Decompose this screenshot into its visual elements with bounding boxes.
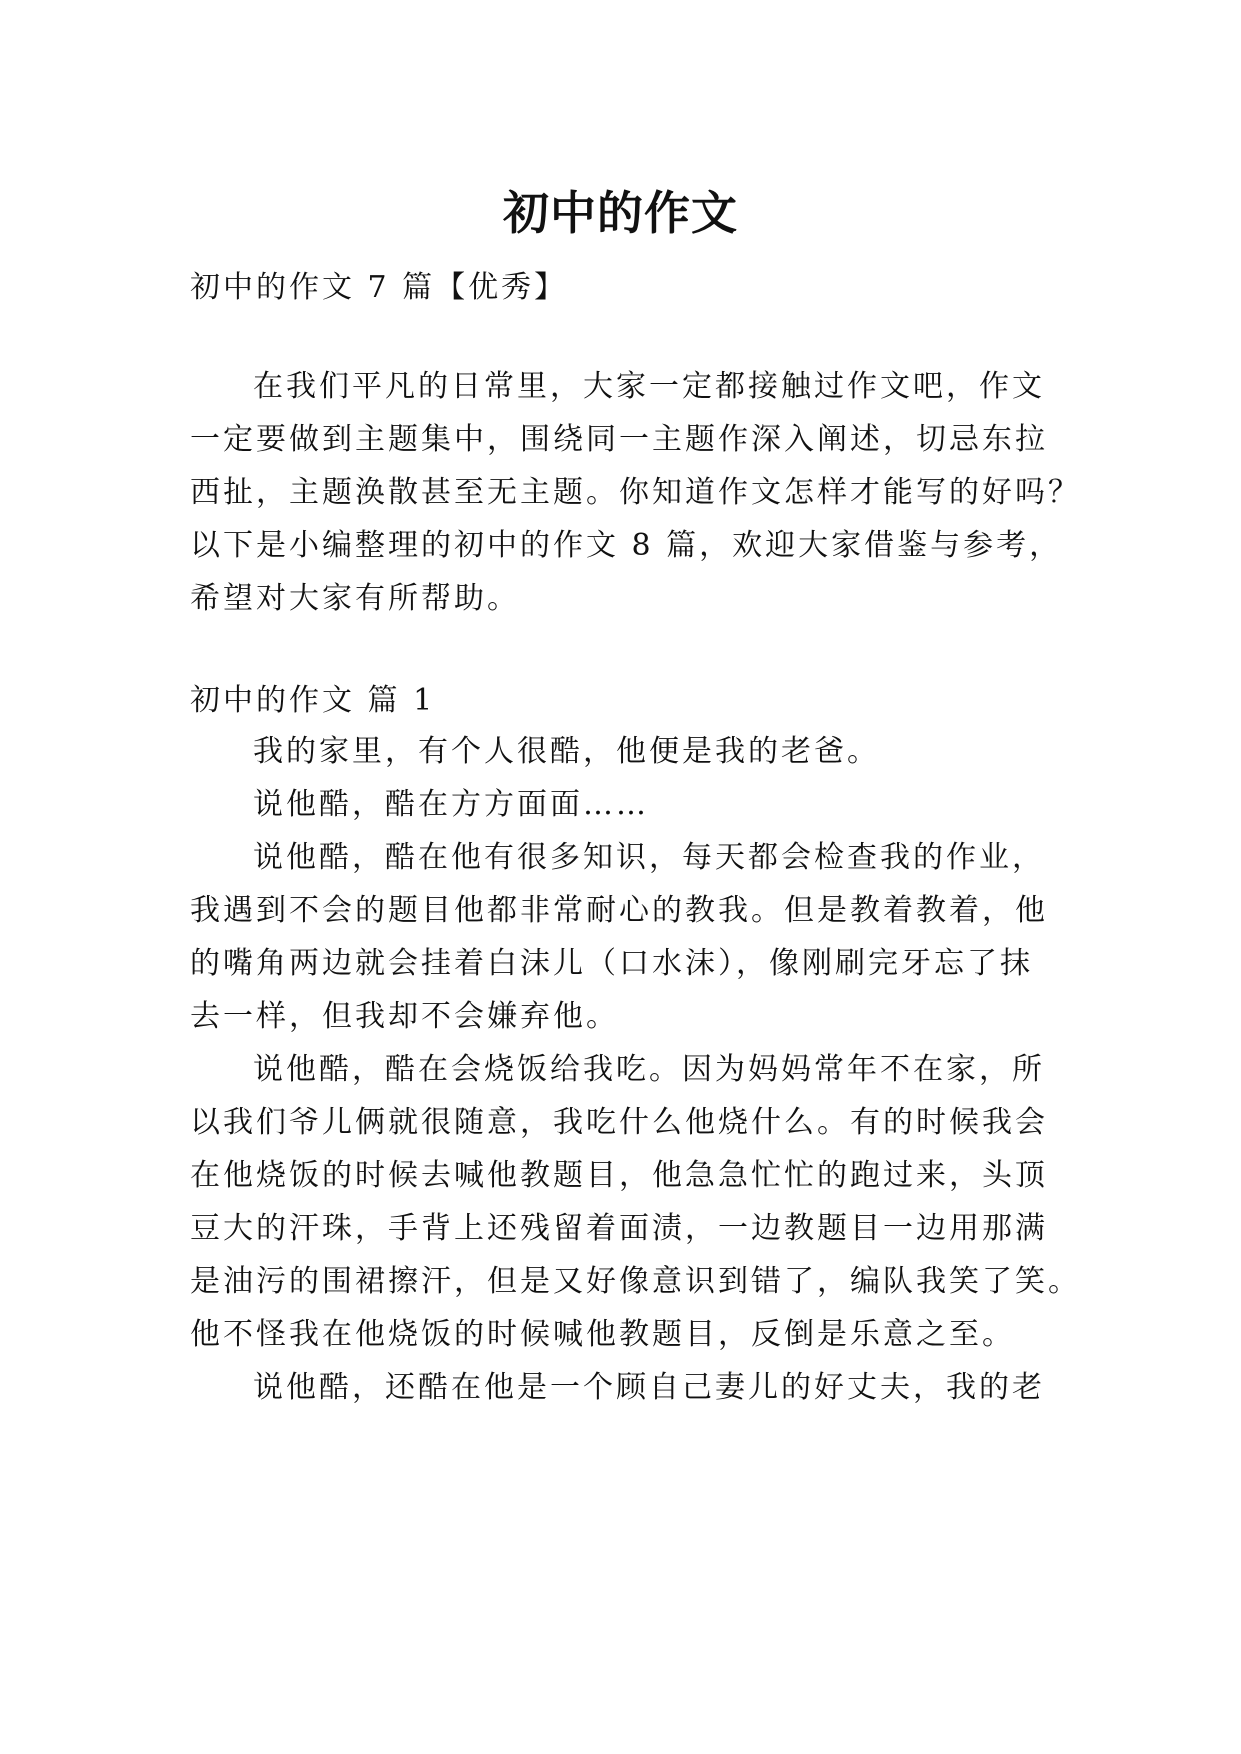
intro-line: 希望对大家有所帮助。: [190, 581, 520, 616]
body-line: 以我们爷儿俩就很随意，我吃什么他烧什么。有的时候我会: [190, 1105, 1048, 1140]
body-line: 说他酷，酷在会烧饭给我吃。因为妈妈常年不在家，所: [253, 1052, 1045, 1087]
body-line: 他不怪我在他烧饭的时候喊他教题目，反倒是乐意之至。: [190, 1317, 1015, 1352]
body-line: 在他烧饭的时候去喊他教题目，他急急忙忙的跑过来，头顶: [190, 1158, 1048, 1193]
intro-line: 在我们平凡的日常里，大家一定都接触过作文吧，作文: [253, 369, 1045, 404]
body-line: 的嘴角两边就会挂着白沫儿（口水沫），像刚刷完牙忘了抹: [190, 946, 1033, 981]
document-title: 初中的作文: [503, 185, 738, 240]
body-line: 豆大的汗珠，手背上还残留着面渍，一边教题目一边用那满: [190, 1211, 1048, 1246]
body-line: 说他酷，还酷在他是一个顾自己妻儿的好丈夫，我的老: [253, 1370, 1045, 1405]
body-line: 说他酷，酷在他有很多知识，每天都会检查我的作业，: [253, 840, 1045, 875]
intro-line: 以下是小编整理的初中的作文 8 篇，欢迎大家借鉴与参考，: [190, 528, 1063, 563]
body-line: 我的家里，有个人很酷，他便是我的老爸。: [253, 734, 880, 769]
intro-line: 一定要做到主题集中，围绕同一主题作深入阐述，切忌东拉: [190, 422, 1048, 457]
body-line: 是油污的围裙擦汗，但是又好像意识到错了，编队我笑了笑。: [190, 1264, 1081, 1299]
body-line: 我遇到不会的题目他都非常耐心的教我。但是教着教着，他: [190, 893, 1048, 928]
document-subtitle: 初中的作文 7 篇【优秀】: [190, 270, 568, 305]
body-line: 去一样，但我却不会嫌弃他。: [190, 999, 619, 1034]
body-line: 说他酷，酷在方方面面……: [253, 787, 649, 822]
section-heading: 初中的作文 篇 1: [190, 683, 436, 718]
intro-line: 西扯，主题涣散甚至无主题。你知道作文怎样才能写的好吗？: [190, 475, 1081, 510]
